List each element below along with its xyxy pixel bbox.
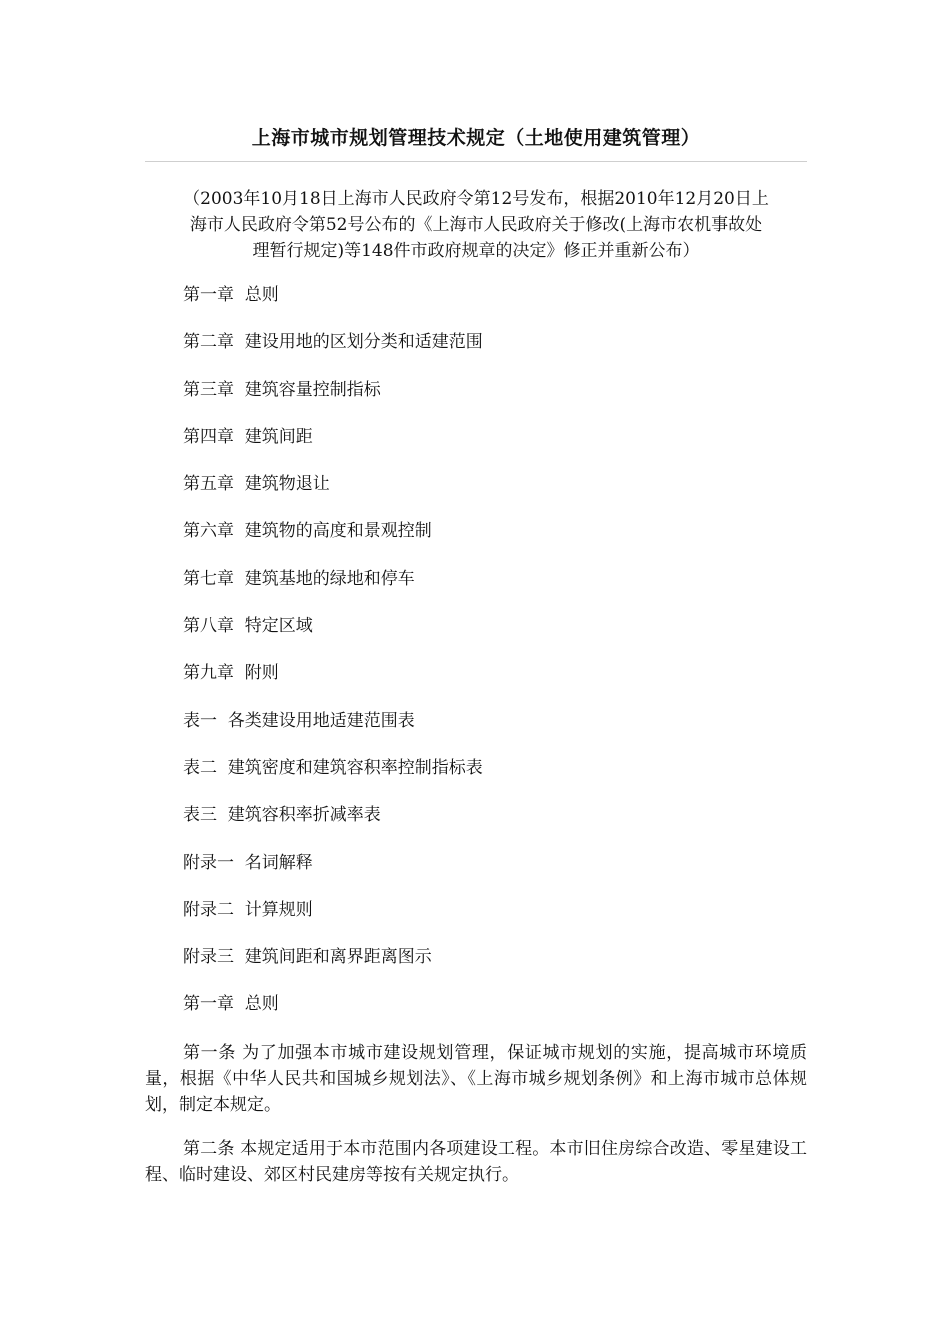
toc-item: 表一 各类建设用地适建范围表 [183, 710, 415, 731]
toc-item: 附录二 计算规则 [183, 899, 313, 920]
toc-item: 第八章 特定区域 [183, 616, 313, 637]
document-subtitle [145, 186, 807, 264]
subtitle-line: 海市人民政府令第52号公布的《上海市人民政府关于修改(上海市农机事故处 [189, 215, 763, 235]
subtitle-line: 理暂行规定)等148件市政府规章的决定》修正并重新公布） [252, 241, 700, 261]
chapter-heading: 第一章 总则 [183, 994, 279, 1015]
toc-item: 附录一 名词解释 [183, 852, 313, 873]
document-title: 上海市城市规划管理技术规定（土地使用建筑管理） [251, 127, 701, 149]
toc-item: 第一章 总则 [183, 285, 279, 305]
table-of-contents [183, 282, 483, 1039]
toc-item: 表三 建筑容积率折减率表 [183, 805, 381, 826]
article-paragraph: 第一条 为了加强本市城市建设规划管理，保证城市规划的实施，提高城市环境质量，根据《中华人民共和国城乡规划法》、《上海市城乡规划条例》和上海市城市总体规划，制定本规定。 [145, 1043, 807, 1115]
toc-item: 第六章 建筑物的高度和景观控制 [183, 521, 432, 542]
subtitle-line: （2003年10月18日上海市人民政府令第12号发布，根据2010年12月20日上 [183, 189, 769, 209]
title-divider [145, 161, 807, 162]
toc-item: 第四章 建筑间距 [183, 426, 313, 447]
article-paragraph: 第二条 本规定适用于本市范围内各项建设工程。本市旧住房综合改造、零星建设工程、临时建设、郊区村民建房等按有关规定执行。 [145, 1139, 807, 1185]
toc-item: 第五章 建筑物退让 [183, 474, 330, 495]
toc-item: 第三章 建筑容量控制指标 [183, 379, 381, 400]
toc-item: 第九章 附则 [183, 663, 279, 684]
toc-item: 第七章 建筑基地的绿地和停车 [183, 568, 415, 589]
toc-item: 表二 建筑密度和建筑容积率控制指标表 [183, 757, 483, 778]
toc-item: 附录三 建筑间距和离界距离图示 [183, 947, 432, 968]
toc-item: 第二章 建设用地的区划分类和适建范围 [183, 332, 483, 353]
